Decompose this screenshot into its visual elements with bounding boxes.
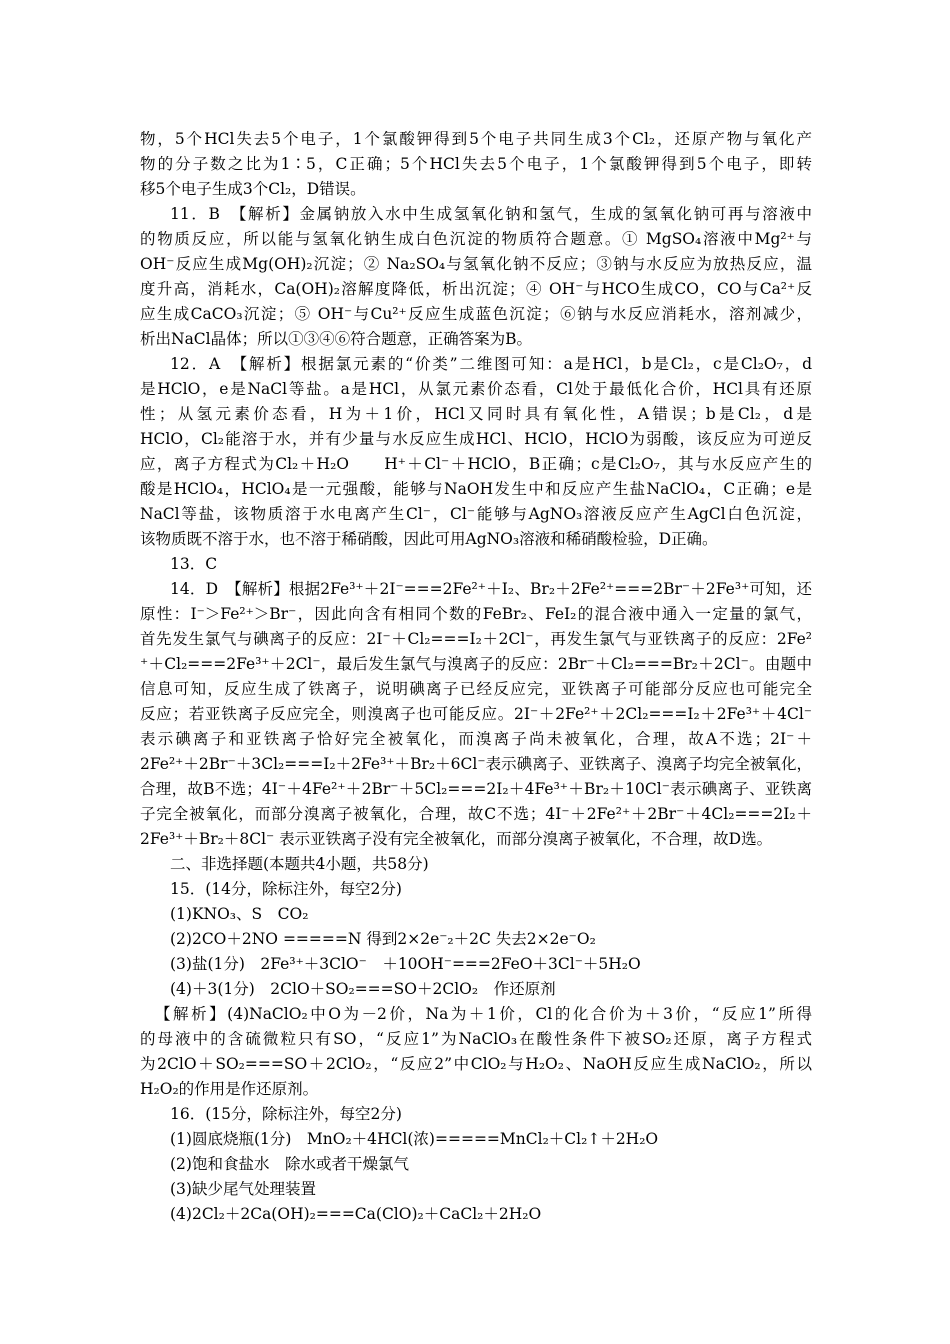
text-line: 物，5个HCl失去5个电子，1个氯酸钾得到5个电子共同生成3个Cl₂，还原产物与氧化产 xyxy=(140,130,812,148)
text-line: 是HClO，e是NaCl等盐。a是HCl，从氯元素价态看，Cl处于最低化合价，HCl具有还原 xyxy=(140,380,812,398)
text-line: 析出NaCl晶体；所以①③④⑥符合题意，正确答案为B。 xyxy=(140,330,533,348)
text-line: NaCl等盐，该物质溶于水电离产生Cl⁻，Cl⁻能够与AgNO₃溶液反应产生AgCl白色沉淀， xyxy=(140,505,812,523)
text-line: 度升高，消耗水，Ca(OH)₂溶解度降低，析出沉淀；④ OH⁻与HCO生成CO，CO与Ca²⁺反 xyxy=(140,280,812,298)
text-line: 为2ClO＋SO₂===SO＋2ClO₂，“反应2”中ClO₂与H₂O₂、NaOH反应生成NaClO₂，所以 xyxy=(140,1055,812,1073)
text-line: 12．A 【解析】根据氯元素的“价类”二维图可知：a是HCl，b是Cl₂，c是Cl₂O₇，d xyxy=(170,355,812,373)
text-line: H₂O₂的作用是作还原剂。 xyxy=(140,1080,319,1098)
text-line: 移5个电子生成3个Cl₂，D错误。 xyxy=(140,180,366,198)
text-line: 13．C xyxy=(170,555,218,573)
text-line: 原性：I⁻＞Fe²⁺＞Br⁻，因此向含有相同个数的FeBr₂、FeI₂的混合液中通入一定量的氯气， xyxy=(140,605,812,623)
text-line: (4)＋3(1分) 2ClO＋SO₂===SO＋2ClO₂ 作还原剂 xyxy=(170,980,556,998)
text-line: 15．(14分，除标注外，每空2分) xyxy=(170,880,402,898)
text-line: (1)圆底烧瓶(1分) MnO₂＋4HCl(浓)=====MnCl₂＋Cl₂↑＋2H₂O xyxy=(170,1130,659,1148)
text-line: 信息可知，反应生成了铁离子，说明碘离子已经反应完，亚铁离子可能部分反应也可能完全 xyxy=(140,680,812,698)
text-line: 的母液中的含硫微粒只有SO，“反应1”为NaClO₃在酸性条件下被SO₂还原，离子方程式 xyxy=(140,1030,812,1048)
text-line: 14．D 【解析】根据2Fe³⁺＋2I⁻===2Fe²⁺＋I₂、Br₂＋2Fe²⁺===2Br⁻＋2Fe³⁺可知，还 xyxy=(170,580,812,598)
text-line: (3)盐(1分) 2Fe³⁺＋3ClO⁻ ＋10OH⁻===2FeO＋3Cl⁻＋5H₂O xyxy=(170,955,641,973)
text-line: 物的分子数之比为1∶5，C正确；5个HCl失去5个电子，1个氯酸钾得到5个电子，即转 xyxy=(140,155,812,173)
text-line: 合理，故B不选；4I⁻＋4Fe²⁺＋2Br⁻＋5Cl₂===2I₂＋4Fe³⁺＋Br₂＋10Cl⁻表示碘离子、亚铁离 xyxy=(140,780,812,798)
text-line: 11．B 【解析】金属钠放入水中生成氢氧化钠和氢气，生成的氢氧化钠可再与溶液中 xyxy=(170,205,812,223)
text-line: ⁺＋Cl₂===2Fe³⁺＋2Cl⁻，最后发生氯气与溴离子的反应：2Br⁻＋Cl₂===Br₂＋2Cl⁻。由题中 xyxy=(140,655,812,673)
text-line: (1)KNO₃、S CO₂ xyxy=(170,905,309,923)
text-line: 【解析】(4)NaClO₂中O为－2价，Na为＋1价，Cl的化合价为＋3价，“反应1”所得 xyxy=(155,1005,812,1023)
text-line: 性；从氢元素价态看，H为＋1价，HCl又同时具有氧化性，A错误；b是Cl₂，d是 xyxy=(140,405,812,423)
text-line: 16．(15分，除标注外，每空2分) xyxy=(170,1105,402,1123)
text-line: 应生成CaCO₃沉淀；⑤ OH⁻与Cu²⁺反应生成蓝色沉淀；⑥钠与水反应消耗水，溶剂减少， xyxy=(140,305,812,323)
text-line: 反应；若亚铁离子反应完全，则溴离子也可能反应。2I⁻＋2Fe²⁺＋2Cl₂===I₂＋2Fe³⁺＋4Cl⁻ xyxy=(140,705,812,723)
text-line: 表示碘离子和亚铁离子恰好完全被氧化，而溴离子尚未被氧化，合理，故A不选；2I⁻＋ xyxy=(140,730,812,748)
section-heading: 二、非选择题(本题共4小题，共58分) xyxy=(170,855,429,873)
text-line: 酸是HClO₄，HClO₄是一元强酸，能够与NaOH发生中和反应产生盐NaClO₄，C正确；e是 xyxy=(140,480,812,498)
text-line: (4)2Cl₂＋2Ca(OH)₂===Ca(ClO)₂＋CaCl₂＋2H₂O xyxy=(170,1205,542,1223)
text-line: 2Fe³⁺＋Br₂＋8Cl⁻ 表示亚铁离子没有完全被氧化，而部分溴离子被氧化，不合理，故D选。 xyxy=(140,830,773,848)
text-line: 子完全被氧化，而部分溴离子被氧化，合理，故C不选；4I⁻＋2Fe²⁺＋2Br⁻＋4Cl₂===2I₂＋ xyxy=(140,805,812,823)
text-line: OH⁻反应生成Mg(OH)₂沉淀；② Na₂SO₄与氢氧化钠不反应；③钠与水反应为放热反应，温 xyxy=(140,255,812,273)
text-line: HClO，Cl₂能溶于水，并有少量与水反应生成HCl、HClO，HClO为弱酸，该反应为可逆反 xyxy=(140,430,812,448)
text-line: 该物质既不溶于水，也不溶于稀硝酸，因此可用AgNO₃溶液和稀硝酸检验，D正确。 xyxy=(140,530,718,548)
text-line: 应，离子方程式为Cl₂＋H₂O H⁺＋Cl⁻＋HClO，B正确；c是Cl₂O₇，其与水反应产生的 xyxy=(140,455,812,473)
text-line: (2)饱和食盐水 除水或者干燥氯气 xyxy=(170,1155,409,1173)
text-line: 的物质反应，所以能与氢氧化钠生成白色沉淀的物质符合题意。① MgSO₄溶液中Mg²⁺与 xyxy=(140,230,812,248)
text-line: (2)2CO＋2NO =====N 得到2×2e⁻₂＋2C 失去2×2e⁻O₂ xyxy=(170,930,596,948)
text-line: 首先发生氯气与碘离子的反应：2I⁻＋Cl₂===I₂＋2Cl⁻，再发生氯气与亚铁离子的反应：2Fe² xyxy=(140,630,812,648)
text-line: 2Fe²⁺＋2Br⁻＋3Cl₂===I₂＋2Fe³⁺＋Br₂＋6Cl⁻表示碘离子、亚铁离子、溴离子均完全被氧化， xyxy=(140,755,812,773)
text-line: (3)缺少尾气处理装置 xyxy=(170,1180,316,1198)
